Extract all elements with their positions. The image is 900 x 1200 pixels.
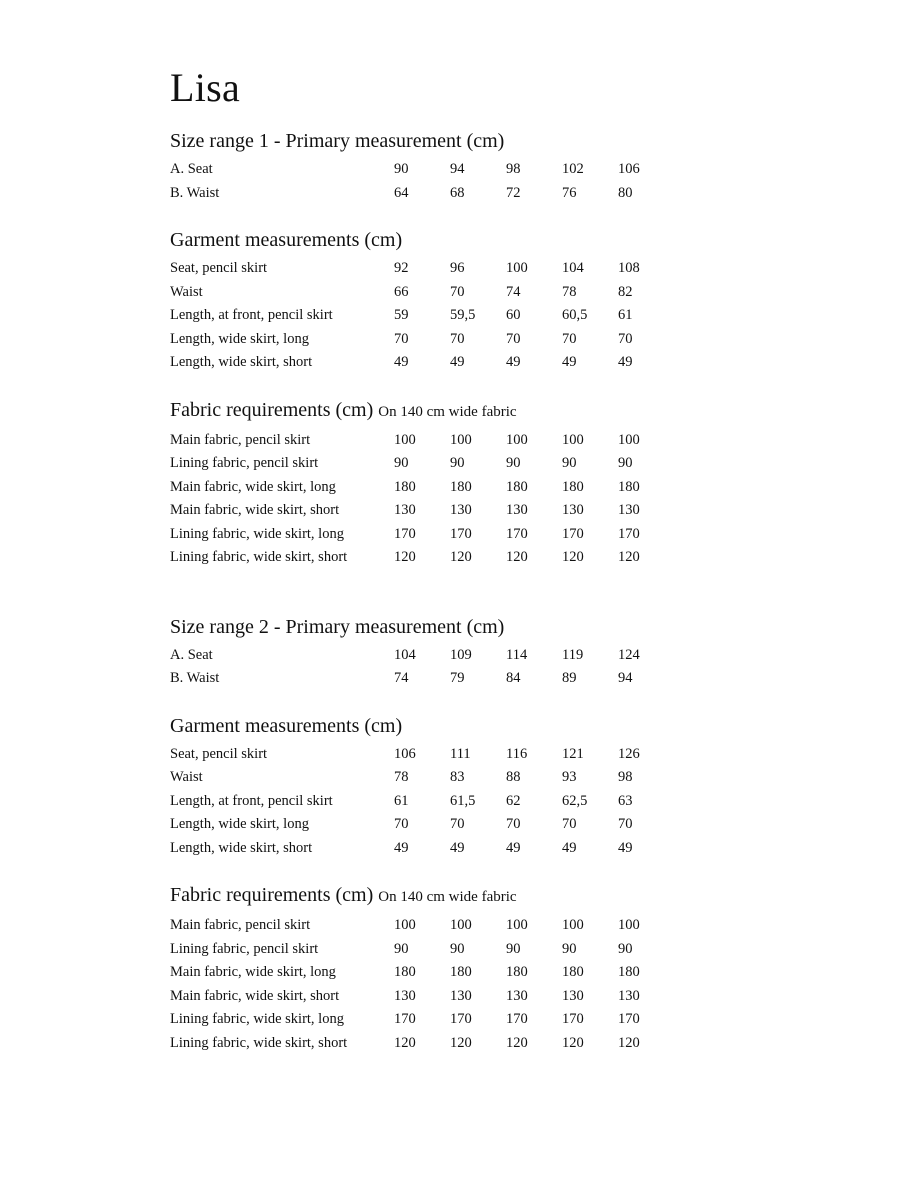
size-value: 130: [450, 987, 472, 1004]
table-row: [170, 667, 730, 691]
size-value: 78: [562, 283, 577, 300]
size-value: 90: [506, 455, 521, 471]
size-value: 89: [562, 670, 577, 686]
row-label: Main fabric, pencil skirt: [170, 431, 311, 448]
size-value: 70: [618, 816, 633, 832]
size-value: 170: [618, 525, 640, 542]
table-row: [170, 1008, 730, 1032]
row-label: Lining fabric, wide skirt, short: [170, 549, 348, 565]
size-value: 130: [562, 502, 584, 518]
size-value: 120: [506, 1034, 528, 1051]
size-value: 130: [394, 987, 416, 1004]
size-value: 59: [394, 307, 409, 323]
row-label: A. Seat: [170, 646, 213, 663]
size-value: 60: [506, 307, 521, 323]
size-value: 170: [506, 525, 528, 542]
size-value: 49: [562, 354, 577, 370]
size-value: 98: [506, 161, 521, 177]
size-value: 60,5: [562, 307, 588, 323]
section-note: On 140 cm wide fabric: [378, 403, 517, 420]
size-value: 90: [450, 455, 465, 471]
size-value: 62,5: [562, 792, 588, 809]
size-value: 79: [450, 670, 465, 686]
size-value: 121: [562, 745, 584, 762]
size-value: 114: [506, 646, 528, 663]
row-label: Length, wide skirt, short: [170, 839, 313, 856]
size-value: 70: [506, 816, 521, 832]
row-label: Length, at front, pencil skirt: [170, 307, 333, 323]
table-row: [170, 257, 730, 281]
size-value: 170: [562, 525, 584, 542]
size-value: 74: [394, 670, 409, 686]
document-page: [170, 64, 730, 1055]
size-value: 49: [506, 354, 521, 370]
page-title: Lisa: [170, 65, 241, 110]
section-heading: [170, 614, 730, 640]
table-row: [170, 328, 730, 352]
size-value: 49: [450, 839, 465, 856]
size-value: 104: [562, 260, 584, 276]
section-spacer: [170, 205, 730, 227]
table-row: [170, 182, 730, 206]
table-row: [170, 351, 730, 375]
size-value: 49: [506, 839, 521, 856]
size-value: 100: [618, 917, 640, 933]
size-value: 92: [394, 260, 409, 276]
size-value: 49: [450, 354, 465, 370]
size-value: 104: [394, 646, 416, 663]
size-value: 106: [394, 745, 416, 762]
size-value: 70: [562, 816, 577, 832]
size-value: 68: [450, 184, 465, 201]
size-value: 88: [506, 769, 521, 785]
size-value: 59,5: [450, 307, 476, 323]
row-label: A. Seat: [170, 161, 213, 177]
size-value: 100: [394, 431, 416, 448]
table-row: [170, 158, 730, 182]
section-0: [170, 128, 730, 205]
size-value: 90: [450, 940, 465, 957]
row-label: Main fabric, wide skirt, short: [170, 502, 340, 518]
size-value: 130: [562, 987, 584, 1004]
section-heading-text: Size range 2 - Primary measurement (cm): [170, 615, 505, 638]
table-row: [170, 523, 730, 547]
table-row: [170, 304, 730, 328]
table-row: [170, 644, 730, 668]
row-label: Main fabric, wide skirt, long: [170, 478, 336, 495]
size-value: 170: [394, 525, 416, 542]
size-value: 61,5: [450, 792, 476, 809]
section-heading-text: Size range 1 - Primary measurement (cm): [170, 130, 505, 152]
size-value: 90: [562, 940, 577, 957]
table-row: [170, 429, 730, 453]
size-value: 130: [618, 502, 640, 518]
size-value: 96: [450, 260, 465, 276]
size-value: 80: [618, 184, 633, 201]
size-value: 180: [394, 964, 416, 980]
size-value: 180: [562, 478, 584, 495]
table-row: [170, 452, 730, 476]
section-spacer: [170, 691, 730, 713]
section-heading: [170, 128, 730, 154]
row-label: Lining fabric, wide skirt, long: [170, 1011, 344, 1027]
table-row: [170, 790, 730, 814]
size-value: 90: [394, 161, 409, 177]
size-value: 119: [562, 646, 584, 663]
size-value: 124: [618, 646, 640, 663]
size-value: 120: [618, 549, 640, 565]
size-value: 180: [618, 964, 640, 980]
size-value: 70: [394, 330, 409, 347]
size-value: 120: [394, 549, 416, 565]
size-value: 70: [562, 330, 577, 347]
size-value: 70: [394, 816, 409, 832]
size-value: 66: [394, 283, 409, 300]
size-value: 100: [562, 917, 584, 933]
table-row: [170, 476, 730, 500]
size-value: 64: [394, 184, 409, 201]
size-value: 170: [562, 1011, 584, 1027]
table-row: [170, 938, 730, 962]
row-label: B. Waist: [170, 670, 220, 686]
row-label: Main fabric, wide skirt, long: [170, 964, 336, 980]
size-value: 180: [450, 478, 472, 495]
size-value: 102: [562, 161, 584, 177]
size-value: 120: [394, 1034, 416, 1051]
table-row: [170, 499, 730, 523]
size-value: 70: [506, 330, 521, 347]
section-heading: [170, 227, 730, 253]
size-value: 70: [450, 283, 465, 300]
section-heading-text: Garment measurements (cm): [170, 229, 403, 251]
table-row: [170, 546, 730, 570]
section-3: [170, 614, 730, 691]
section-heading: [170, 882, 730, 910]
table-row: [170, 813, 730, 837]
size-value: 82: [618, 283, 633, 300]
size-value: 84: [506, 670, 521, 686]
section-2: [170, 397, 730, 570]
section-spacer: [170, 860, 730, 882]
size-value: 98: [618, 769, 633, 785]
row-label: Main fabric, pencil skirt: [170, 917, 311, 933]
size-value: 120: [450, 1034, 472, 1051]
size-value: 94: [618, 670, 633, 686]
section-heading-text: Fabric requirements (cm): [170, 398, 374, 421]
size-value: 130: [506, 502, 528, 518]
row-label: Main fabric, wide skirt, short: [170, 987, 340, 1004]
size-value: 180: [394, 478, 416, 495]
table-row: [170, 281, 730, 305]
table-row: [170, 743, 730, 767]
size-value: 170: [506, 1011, 528, 1027]
size-value: 94: [450, 161, 465, 177]
size-value: 61: [618, 307, 633, 323]
size-value: 100: [394, 917, 416, 933]
size-value: 116: [506, 745, 528, 762]
size-value: 76: [562, 184, 577, 201]
size-value: 130: [394, 502, 416, 518]
size-value: 90: [394, 940, 409, 957]
size-value: 170: [394, 1011, 416, 1027]
table-row: [170, 837, 730, 861]
size-value: 109: [450, 646, 472, 663]
size-value: 180: [506, 964, 528, 980]
row-label: Seat, pencil skirt: [170, 745, 268, 762]
size-value: 130: [506, 987, 528, 1004]
size-value: 111: [450, 745, 471, 762]
size-value: 100: [562, 431, 584, 448]
size-value: 170: [450, 525, 472, 542]
section-heading: [170, 397, 730, 425]
size-value: 106: [618, 161, 640, 177]
size-value: 49: [562, 839, 577, 856]
section-heading-text: Garment measurements (cm): [170, 714, 403, 737]
size-value: 130: [618, 987, 640, 1004]
row-label: Length, wide skirt, long: [170, 816, 309, 832]
row-label: Lining fabric, wide skirt, long: [170, 525, 344, 542]
section-heading-text: Fabric requirements (cm): [170, 884, 374, 906]
size-value: 49: [618, 839, 633, 856]
row-label: Length, wide skirt, short: [170, 354, 313, 370]
size-value: 170: [618, 1011, 640, 1027]
size-value: 62: [506, 792, 521, 809]
section-note: On 140 cm wide fabric: [378, 889, 517, 905]
size-value: 120: [506, 549, 528, 565]
size-value: 100: [450, 917, 472, 933]
size-value: 130: [450, 502, 472, 518]
size-value: 90: [394, 455, 409, 471]
size-value: 100: [450, 431, 472, 448]
size-value: 108: [618, 260, 640, 276]
size-value: 78: [394, 769, 409, 785]
table-row: [170, 914, 730, 938]
size-value: 70: [450, 330, 465, 347]
size-value: 61: [394, 792, 409, 809]
size-value: 180: [506, 478, 528, 495]
size-value: 120: [562, 549, 584, 565]
table-row: [170, 766, 730, 790]
row-label: Length, wide skirt, long: [170, 330, 309, 347]
row-label: Waist: [170, 283, 203, 300]
size-value: 72: [506, 184, 521, 201]
size-value: 83: [450, 769, 465, 785]
size-value: 120: [562, 1034, 584, 1051]
table-row: [170, 985, 730, 1009]
table-row: [170, 961, 730, 985]
size-tables: [170, 128, 730, 1055]
size-value: 90: [562, 455, 577, 471]
section-spacer: [170, 375, 730, 397]
size-value: 90: [506, 940, 521, 957]
size-value: 170: [450, 1011, 472, 1027]
size-value: 180: [450, 964, 472, 980]
row-label: B. Waist: [170, 184, 220, 201]
size-value: 49: [394, 354, 409, 370]
size-value: 180: [562, 964, 584, 980]
size-value: 90: [618, 940, 633, 957]
section-4: [170, 713, 730, 861]
size-value: 100: [506, 917, 528, 933]
section-1: [170, 227, 730, 375]
size-value: 74: [506, 283, 521, 300]
row-label: Lining fabric, wide skirt, short: [170, 1034, 348, 1051]
row-label: Seat, pencil skirt: [170, 260, 268, 276]
size-value: 120: [450, 549, 472, 565]
section-5: [170, 882, 730, 1055]
size-value: 180: [618, 478, 640, 495]
size-value: 70: [618, 330, 633, 347]
size-value: 100: [618, 431, 640, 448]
size-value: 100: [506, 431, 528, 448]
size-value: 90: [618, 455, 633, 471]
size-value: 49: [394, 839, 409, 856]
row-label: Lining fabric, pencil skirt: [170, 455, 319, 471]
size-value: 100: [506, 260, 528, 276]
size-value: 93: [562, 769, 577, 785]
size-value: 49: [618, 354, 633, 370]
section-spacer: [170, 570, 730, 614]
table-row: [170, 1032, 730, 1056]
row-label: Lining fabric, pencil skirt: [170, 940, 319, 957]
size-value: 63: [618, 792, 633, 809]
size-value: 126: [618, 745, 640, 762]
size-value: 120: [618, 1034, 640, 1051]
row-label: Length, at front, pencil skirt: [170, 792, 333, 809]
row-label: Waist: [170, 769, 203, 785]
section-heading: [170, 713, 730, 739]
size-value: 70: [450, 816, 465, 832]
